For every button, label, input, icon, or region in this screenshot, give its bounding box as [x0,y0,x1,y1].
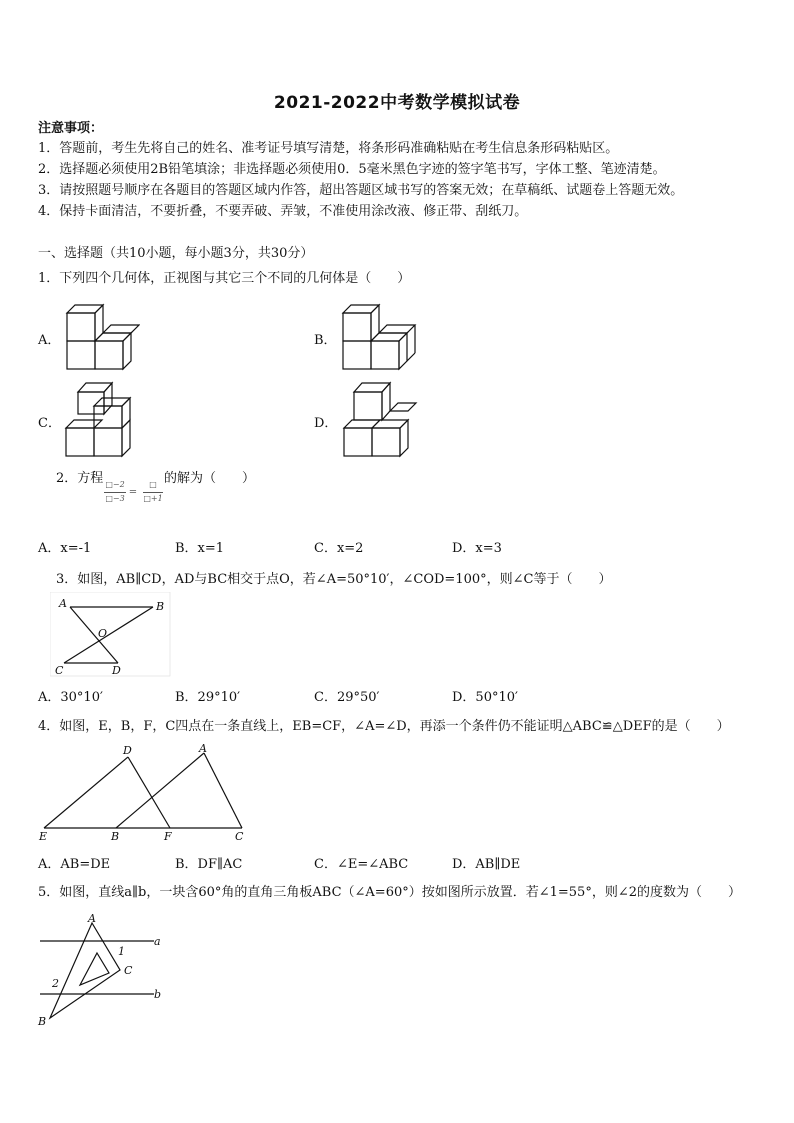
question-2-stem-suffix: 的解为（ ） [164,471,256,486]
q5-label-b: B [38,1015,47,1028]
q1-figure-d [338,378,420,460]
q1-figure-c [60,378,140,460]
q5-label-line-b: b [154,988,162,1001]
q5-label-angle-1: 1 [118,945,125,958]
q4-label-f: F [164,830,172,843]
q1-option-c-label: C． [38,416,61,431]
q1-option-b-label: B． [314,333,337,348]
q3-label-b: B [156,600,165,613]
q4-label-e: E [39,830,48,843]
q5-figure [32,908,172,1032]
q2-fraction-right-denominator: □+1 [143,494,163,503]
q3-option-b: B．29°10′ [175,690,241,705]
page-title: 2021-2022中考数学模拟试卷 [273,93,521,113]
notice-heading: 注意事项： [38,121,104,136]
q2-option-c: C．x=2 [314,541,364,556]
q2-fraction-left-denominator: □−3 [105,494,125,503]
q2-option-d: D．x=3 [452,541,502,556]
q4-figure [36,740,250,846]
q2-option-b: B．x=1 [175,541,225,556]
notice-item: 4．保持卡面清洁，不要折叠，不要弄破、弄皱，不准使用涂改液、修正带、刮纸刀。 [38,204,528,219]
q5-label-a: A [88,912,96,925]
q1-option-a-label: A． [38,333,61,348]
q2-fraction-right-bar [143,492,163,493]
question-3-stem: 3．如图，AB∥CD，AD与BC相交于点O，若∠A=50°10′，∠COD=100°，则∠C等于（ ） [56,572,612,587]
question-4-stem: 4．如图，E，B，F，C四点在一条直线上，EB=CF，∠A=∠D，再添一个条件仍不能证明△ABC≌△DEF的是（ ） [38,719,730,734]
q3-label-o: O [98,627,108,640]
q4-label-d: D [123,744,132,757]
question-5-stem: 5．如图，直线a∥b，一块含60°角的直角三角板ABC（∠A=60°）按如图所示放置．若∠1=55°，则∠2的度数为（ ） [38,885,741,900]
q5-label-c: C [124,964,133,977]
question-2-stem-prefix: 2．方程 [56,471,104,486]
q2-fraction-left-numerator: □−2 [105,480,125,489]
q3-label-a: A [59,597,67,610]
notice-item: 3．请按照题号顺序在各题目的答题区域内作答，超出答题区域书写的答案无效；在草稿纸、试题卷上答题无效。 [38,183,684,198]
q4-option-a: A．AB=DE [38,857,111,872]
section-heading: 一、选择题（共10小题，每小题3分，共30分） [38,246,314,261]
q1-option-d-label: D． [314,416,338,431]
notice-item: 2．选择题必须使用2B铅笔填涂；非选择题必须使用0．5毫米黑色字迹的签字笔书写，字体工整、笔迹清楚。 [38,162,666,177]
q4-option-b: B．DF∥AC [175,857,243,872]
q4-label-a: A [199,742,207,755]
q3-option-a: A．30°10′ [38,690,103,705]
q2-option-a: A．x=-1 [38,541,92,556]
q1-figure-a [60,298,140,376]
q2-equals: = [128,487,138,498]
q2-fraction-left-bar [104,492,126,493]
q3-option-c: C．29°50′ [314,690,380,705]
q4-label-b: B [111,830,120,843]
q4-option-c: C．∠E=∠ABC [314,857,409,872]
q3-option-d: D．50°10′ [452,690,518,705]
question-1-stem: 1．下列四个几何体，正视图与其它三个不同的几何体是（ ） [38,271,411,286]
q5-label-angle-2: 2 [52,977,59,990]
notice-item: 1．答题前，考生先将自己的姓名、准考证号填写清楚，将条形码准确粘贴在考生信息条形码粘贴区。 [38,141,619,156]
q2-fraction-right-numerator: □ [149,480,157,489]
q4-label-c: C [235,830,244,843]
q4-option-d: D．AB∥DE [452,857,521,872]
q3-figure [50,592,172,678]
q1-figure-b [340,298,420,376]
q5-label-line-a: a [154,935,161,948]
q3-label-c: C [55,664,64,677]
q3-label-d: D [112,664,121,677]
